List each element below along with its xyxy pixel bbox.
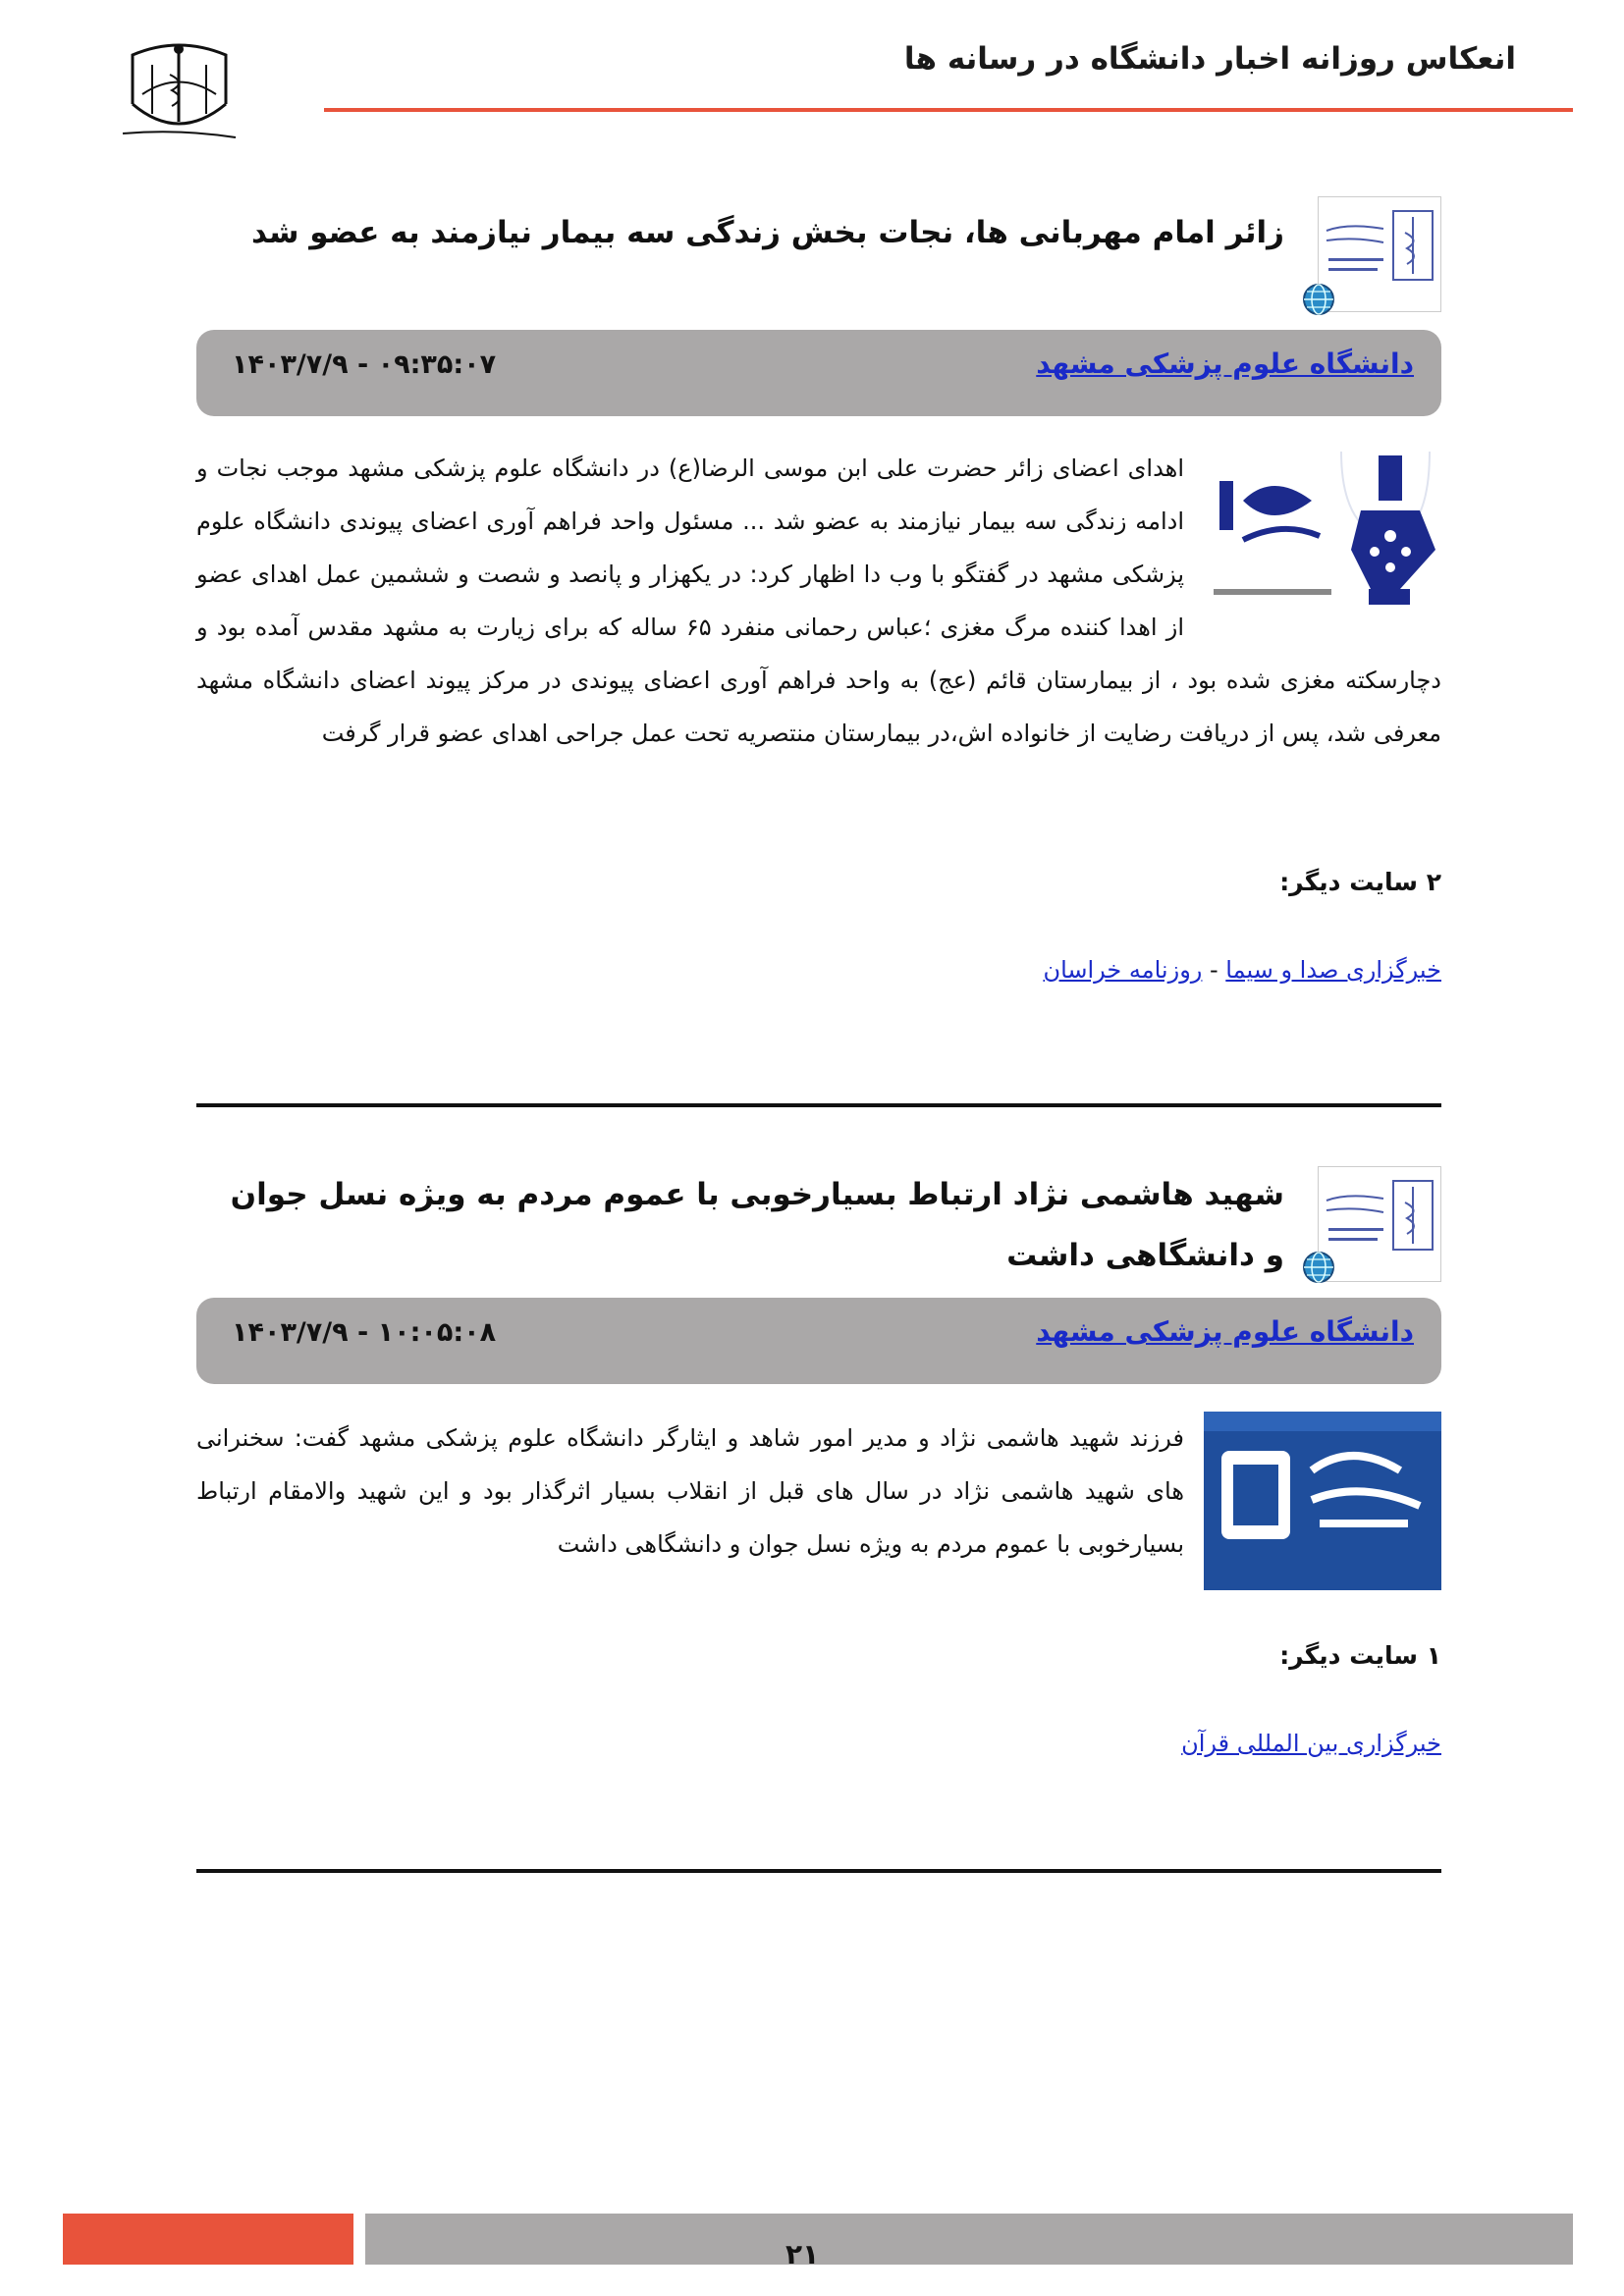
source-thumbnail — [1318, 1166, 1441, 1282]
article-body — [196, 442, 1441, 760]
globe-icon[interactable] — [1302, 283, 1335, 316]
other-sites-links — [1181, 1730, 1441, 1757]
other-sites-label: ۱ سایت دیگر: — [1279, 1641, 1441, 1670]
article-title[interactable]: شهید هاشمی نژاد ارتباط بسیارخوبی با عموم مردم به ویژه نسل جوان و دانشگاهی داشت — [230, 1177, 1284, 1273]
university-seal-icon — [1319, 1167, 1440, 1281]
source-link[interactable]: دانشگاه علوم پزشکی مشهد — [1036, 347, 1414, 380]
article-image — [1184, 442, 1441, 628]
article-meta-bar — [196, 1298, 1441, 1384]
source-thumbnail — [1318, 196, 1441, 312]
article-title[interactable]: زائر امام مهربانی ها، نجات بخش زندگی سه بیمار نیازمند به عضو شد — [251, 215, 1284, 250]
link-separator: - — [1202, 956, 1226, 984]
page-number: ۲۱ — [785, 2238, 820, 2270]
news-agency-logo-icon — [1204, 442, 1441, 620]
article-separator — [196, 1103, 1441, 1107]
article-separator — [196, 1869, 1441, 1873]
news-article — [196, 196, 1441, 1109]
article-datetime: ۱۴۰۳/۷/۹ - ۰۹:۳۵:۰۷ — [232, 349, 497, 380]
other-site-link[interactable]: خبرگزاری صدا و سیما — [1225, 956, 1441, 984]
article-body-text: فرزند شهید هاشمی نژاد و مدیر امور شاهد و ایثارگر دانشگاه علوم پزشکی مشهد گفت: سخنرانی های شهید هاشمی نژاد در سال های قبل از انقلاب بسیار اثرگذار بود و این شهید والامقام ارتباط بسیارخوبی با عموم مردم به ویژه نسل جوان و دانشگاهی داشت — [196, 1424, 1184, 1558]
source-link[interactable]: دانشگاه علوم پزشکی مشهد — [1036, 1315, 1414, 1348]
article-meta-bar — [196, 330, 1441, 416]
footer-accent-bar — [63, 2214, 353, 2265]
globe-icon[interactable] — [1302, 1251, 1335, 1284]
article-image — [1184, 1412, 1441, 1592]
article-datetime: ۱۴۰۳/۷/۹ - ۱۰:۰۵:۰۸ — [232, 1317, 497, 1348]
university-seal-icon — [1319, 197, 1440, 311]
other-sites-links — [1043, 956, 1441, 984]
news-agency-logo-icon — [1204, 1412, 1441, 1590]
page-title: انعکاس روزانه اخبار دانشگاه در رسانه ها — [903, 41, 1516, 77]
other-site-link[interactable]: خبرگزاری بین المللی قرآن — [1181, 1730, 1441, 1757]
article-body — [196, 1412, 1441, 1592]
article-body-text: اهدای اعضای زائر حضرت علی ابن موسی الرضا(ع) در دانشگاه علوم پزشکی مشهد موجب نجات و ادامه زندگی سه بیمار نیازمند به عضو شد ... مسئول واحد فراهم آوری اعضای پیوندی دانشگاه علوم پزشکی مشهد در گفتگو با وب دا اظهار کرد: در یکهزار و پانصد و شصت و ششمین عمل اهدای عضو از اهدا کننده مرگ مغزی ؛عباس رحمانی منفرد ۶۵ ساله که برای زیارت به مشهد مقدس آمده بود و دچارسکته مغزی شده بود ، از بیمارستان قائم (عج) به واحد فراهم آوری اعضای پیوندی در مرکز پیوند اعضای دانشگاه مشهد معرفی شد، پس از دریافت رضایت از خانواده اش،در بیمارستان منتصریه تحت عمل جراحی اهدای عضو قرار گرفت — [196, 454, 1441, 747]
other-site-link[interactable]: روزنامه خراسان — [1043, 956, 1203, 984]
footer-bar — [365, 2214, 1573, 2265]
news-article — [196, 1166, 1441, 1893]
university-logo — [113, 35, 245, 163]
header-rule — [324, 108, 1573, 112]
other-sites-label: ۲ سایت دیگر: — [1279, 868, 1441, 896]
